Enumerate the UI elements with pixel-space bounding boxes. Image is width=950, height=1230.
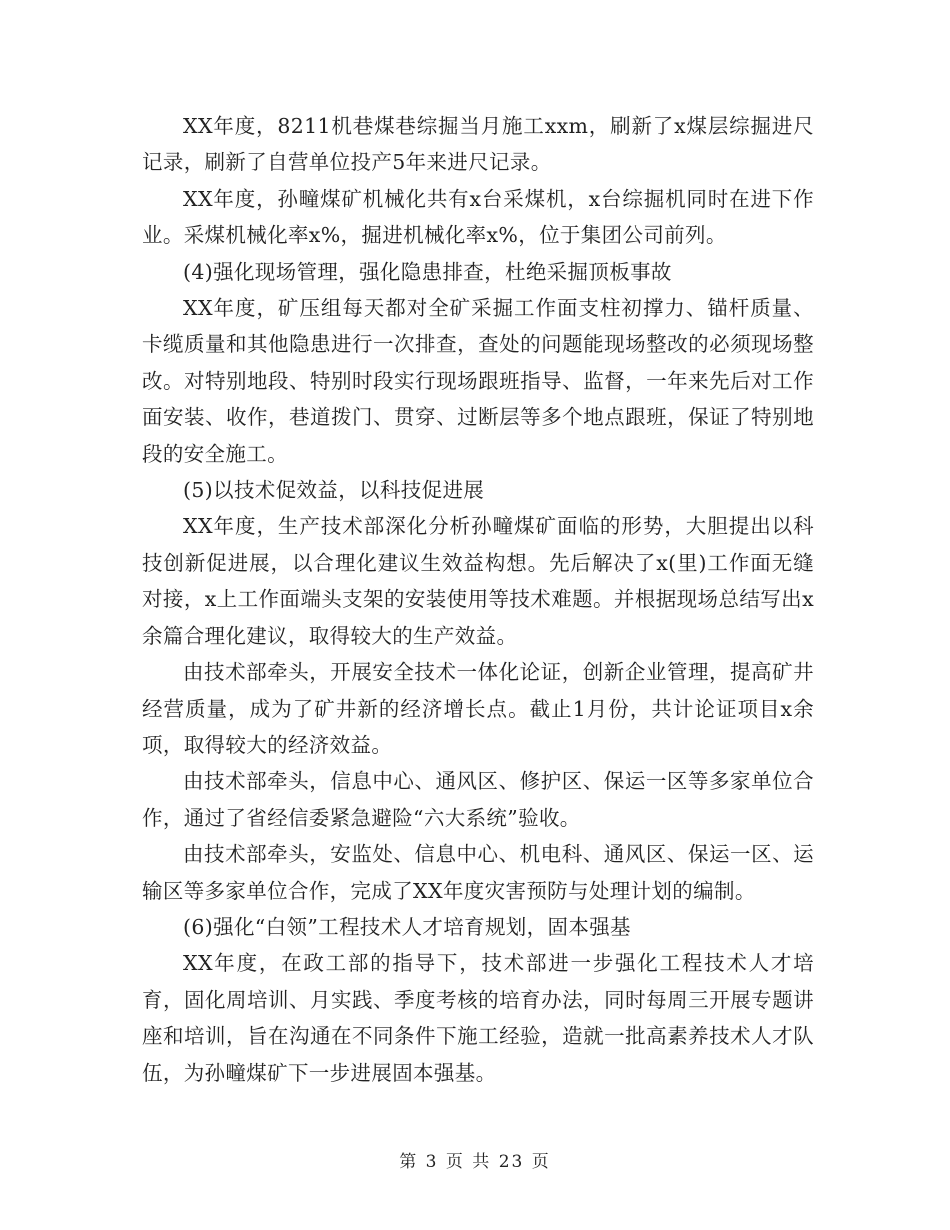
paragraph-integrated-demonstration: 由技术部牵头，开展安全技术一体化论证，创新企业管理，提高矿井经营质量，成为了矿井新的经济增长点。截止1月份，共计论证项目x余项，取得较大的经济效益。 [142, 660, 814, 757]
paragraph-technology-innovation: XX年度，生产技术部深化分析孙疃煤矿面临的形势，大胆提出以科技创新促进展，以合理化建议生效益构想。先后解决了x(里)工作面无缝对接，x上工作面端头支架的安装使用等技术难题。并根据现场总结写出x余篇合理化建议，取得较大的生产效益。 [142, 514, 814, 648]
section-heading-4: (4)强化现场管理，强化隐患排查，杜绝采掘顶板事故 [183, 259, 672, 284]
section-heading-5: (5)以技术促效益，以科技促进展 [183, 478, 485, 503]
paragraph-six-systems-acceptance: 由技术部牵头，信息中心、通风区、修护区、保运一区等多家单位合作，通过了省经信委紧急避险“六大系统”验收。 [142, 769, 814, 830]
paragraph-talent-training: XX年度，在政工部的指导下，技术部进一步强化工程技术人才培育，固化周培训、月实践、季度考核的培育办法，同时每周三开展专题讲座和培训，旨在沟通在不同条件下施工经验，造就一批高素养技术人才队伍，为孙疃煤矿下一步进展固本强基。 [142, 951, 814, 1085]
paragraph-hazard-inspection: XX年度，矿压组每天都对全矿采掘工作面支柱初撑力、锚杆质量、卡缆质量和其他隐患进行一次排查，查处的问题能现场整改的必须现场整改。对特别地段、特别时段实行现场跟班指导、监督，一年来先后对工作面安装、收作，巷道拨门、贯穿、过断层等多个地点跟班，保证了特别地段的安全施工。 [142, 296, 814, 466]
paragraph-mechanization: XX年度，孙疃煤矿机械化共有x台采煤机，x台综掘机同时在进下作业。采煤机械化率x%，掘进机械化率x%，位于集团公司前列。 [142, 186, 814, 248]
section-heading-6: (6)强化“白领”工程技术人才培育规划，固本强基 [183, 914, 631, 939]
document-body [142, 108, 814, 1091]
paragraph-disaster-prevention-plan: 由技术部牵头，安监处、信息中心、机电科、通风区、保运一区、运输区等多家单位合作，完成了XX年度灾害预防与处理计划的编制。 [142, 842, 814, 903]
page-number-footer: 第 3 页 共 23 页 [399, 1152, 551, 1172]
paragraph-coal-roadway-record: XX年度，8211机巷煤巷综掘当月施工xxm，刷新了x煤层综掘进尺记录，刷新了自营单位投产5年来进尺记录。 [142, 114, 814, 175]
